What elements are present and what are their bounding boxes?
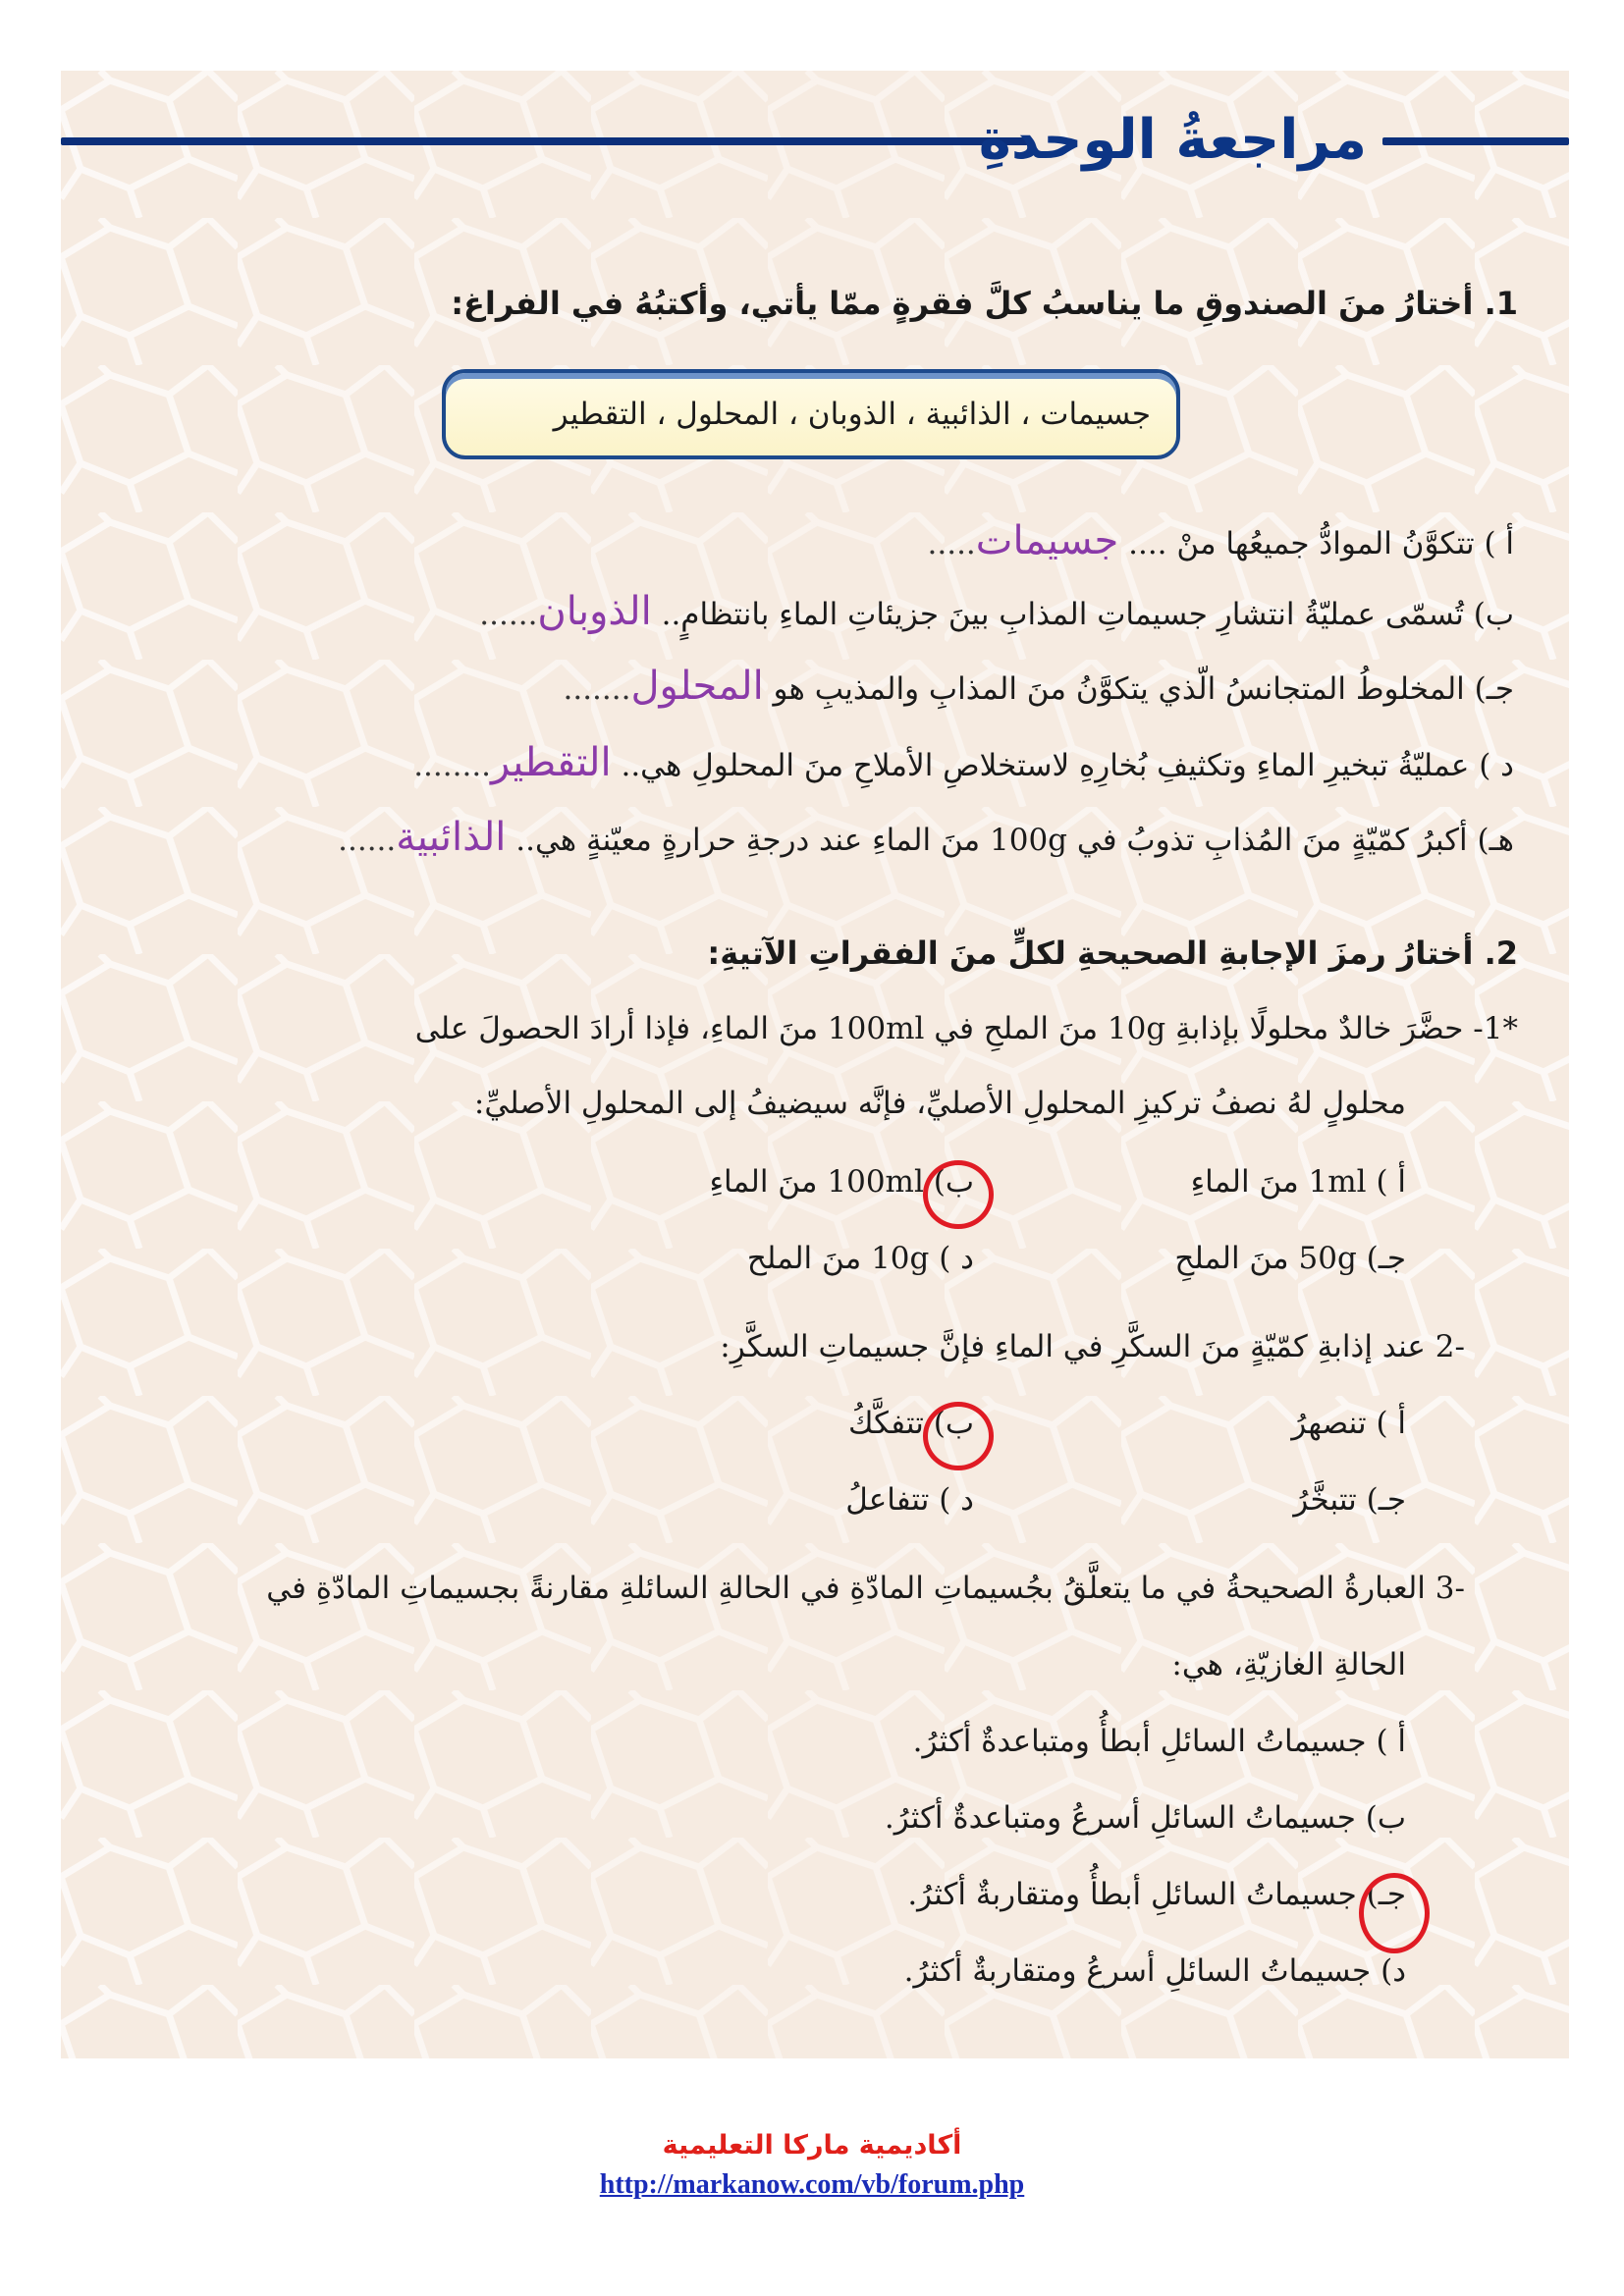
footer-forum-link[interactable]: http://markanow.com/vb/forum.php xyxy=(599,2169,1025,2200)
option-label: أ ) xyxy=(1376,1724,1406,1759)
item-text: المخلوطُ المتجانسُ الّذي يتكوَّنُ منَ المذابِ والمذيبِ هو xyxy=(773,671,1465,707)
q1-item-d xyxy=(413,740,1514,785)
q1-heading: 1. أختارُ منَ الصندوقِ ما يناسبُ كلَّ فقرةٍ ممّا يأتي، وأكتبُهُ في الفراغ: xyxy=(451,285,1518,322)
word-box xyxy=(442,369,1180,459)
option-text: تنصهرُ xyxy=(1291,1406,1367,1441)
q1-item-e xyxy=(338,815,1514,860)
item-dots: ....... xyxy=(563,671,631,707)
item-answer: الذائبية xyxy=(396,815,507,860)
q1-item-b xyxy=(479,589,1514,634)
option-text: تتفاعلُ xyxy=(845,1482,930,1518)
q2-sub1-option-d xyxy=(747,1241,974,1276)
q2-sub3-option-a xyxy=(913,1724,1406,1759)
q2-sub3-option-d xyxy=(904,1953,1406,1989)
option-text: جسيماتُ السائلِ أبطأُ ومتقاربةٌ أكثرُ. xyxy=(907,1877,1357,1912)
option-label: أ ) xyxy=(1376,1164,1406,1200)
q1-item-a xyxy=(928,518,1514,563)
option-text: جسيماتُ السائلِ أسرعُ ومتقاربةٌ أكثرُ. xyxy=(903,1953,1372,1989)
q2-sub2-option-d xyxy=(845,1482,974,1518)
q2-sub1-line1: *1- حضَّرَ خالدٌ محلولًا بإذابةِ 10g منَ الملحِ في 100ml منَ الماءِ، فإذا أرادَ الحصولَ على xyxy=(414,1011,1518,1046)
option-label: د ) xyxy=(939,1241,974,1276)
q2-heading: 2. أختارُ رمزَ الإجابةِ الصحيحةِ لكلٍّ منَ الفقراتِ الآتيةِ: xyxy=(707,934,1518,972)
q2-sub2-line1: -2 عند إذابةِ كمّيّةٍ منَ السكَّرِ في الماءِ فإنَّ جسيماتِ السكَّرِ: xyxy=(720,1329,1465,1364)
option-label: ب) xyxy=(933,1164,974,1200)
option-text: جسيماتُ السائلِ أسرعُ ومتباعدةٌ أكثرُ. xyxy=(884,1800,1356,1836)
option-text: جسيماتُ السائلِ أبطأُ ومتباعدةٌ أكثرُ. xyxy=(912,1724,1367,1759)
item-label: أ ) xyxy=(1484,526,1514,561)
option-label: د) xyxy=(1380,1953,1406,1989)
option-label: أ ) xyxy=(1376,1406,1406,1441)
q2-sub1-option-a xyxy=(1191,1164,1406,1200)
item-dots: ...... xyxy=(479,597,538,632)
item-dots: ........ xyxy=(413,748,492,783)
q1-item-c xyxy=(563,664,1514,709)
item-answer: التقطير xyxy=(491,740,612,785)
item-text: عمليّةُ تبخيرِ الماءِ وتكثيفِ بُخارِهِ لاستخلاصِ الأملاحِ منَ المحلولِ هي.. xyxy=(621,748,1470,783)
option-text: تتفكَّكُ xyxy=(847,1406,924,1441)
option-label: جـ) xyxy=(1366,1877,1406,1912)
q2-sub2-option-a xyxy=(1291,1406,1406,1441)
option-label: جـ) xyxy=(1366,1241,1406,1276)
item-label: د ) xyxy=(1479,748,1514,783)
item-text: تتكوَّنُ الموادُّ جميعُها منْ .... xyxy=(1128,526,1475,561)
footer-academy-name: أكاديمية ماركا التعليمية xyxy=(662,2130,962,2161)
item-label: هـ) xyxy=(1477,823,1514,858)
item-dots: ..... xyxy=(927,526,976,561)
item-text: أكبرُ كمّيّةٍ منَ المُذابِ تذوبُ في 100g منَ الماءِ عند درجةِ حرارةٍ معيّنةٍ هي.. xyxy=(515,823,1468,858)
q2-sub3-option-c xyxy=(907,1877,1406,1912)
item-answer: الذوبان xyxy=(537,589,652,634)
item-label: ب) xyxy=(1473,597,1514,632)
answer-circle-sub3 xyxy=(1359,1873,1430,1953)
option-text: 50g منَ الملحِ xyxy=(1174,1241,1357,1276)
item-answer: جسيمات xyxy=(975,518,1119,563)
q2-sub3-line1: -3 العبارةُ الصحيحةُ في ما يتعلَّقُ بجُسيماتِ المادّةِ في الحالةِ السائلةِ مقارنةً بجسيماتِ المادّةِ في xyxy=(266,1571,1465,1606)
item-label: جـ) xyxy=(1474,671,1514,707)
option-text: تتبخَّرُ xyxy=(1293,1482,1357,1518)
q2-sub3-option-b xyxy=(885,1800,1406,1836)
q2-sub2-option-c xyxy=(1293,1482,1406,1518)
item-text: تُسمّى عمليّةُ انتشارِ جسيماتِ المذابِ بينَ جزيئاتِ الماءِ بانتظامٍ.. xyxy=(661,597,1464,632)
unit-review-title: مراجعةُ الوحدةِ xyxy=(978,108,1367,172)
q2-sub1-option-c xyxy=(1174,1241,1406,1276)
option-label: د ) xyxy=(939,1482,974,1518)
answer-circle-sub1 xyxy=(923,1160,994,1229)
option-text: 100ml منَ الماءِ xyxy=(709,1164,924,1200)
title-rule-right xyxy=(1382,137,1569,145)
word-box-text: جسيمات ، الذائبية ، الذوبان ، المحلول ، التقطير xyxy=(553,397,1151,432)
item-dots: ...... xyxy=(338,823,397,858)
title-rule-left xyxy=(61,137,1028,145)
option-label: ب) xyxy=(1365,1800,1406,1836)
answer-circle-sub2 xyxy=(923,1402,994,1470)
option-label: ب) xyxy=(933,1406,974,1441)
q2-sub1-line2: محلولٍ لهُ نصفُ تركيزِ المحلولِ الأصليِّ، فإنَّه سيضيفُ إلى المحلولِ الأصليِّ: xyxy=(473,1086,1406,1121)
q2-sub3-line2: الحالةِ الغازيّةِ، هي: xyxy=(1171,1647,1406,1682)
item-answer: المحلول xyxy=(630,664,764,709)
option-text: 1ml منَ الماءِ xyxy=(1190,1164,1367,1200)
option-text: 10g منَ الملح xyxy=(746,1241,930,1276)
option-label: جـ) xyxy=(1366,1482,1406,1518)
